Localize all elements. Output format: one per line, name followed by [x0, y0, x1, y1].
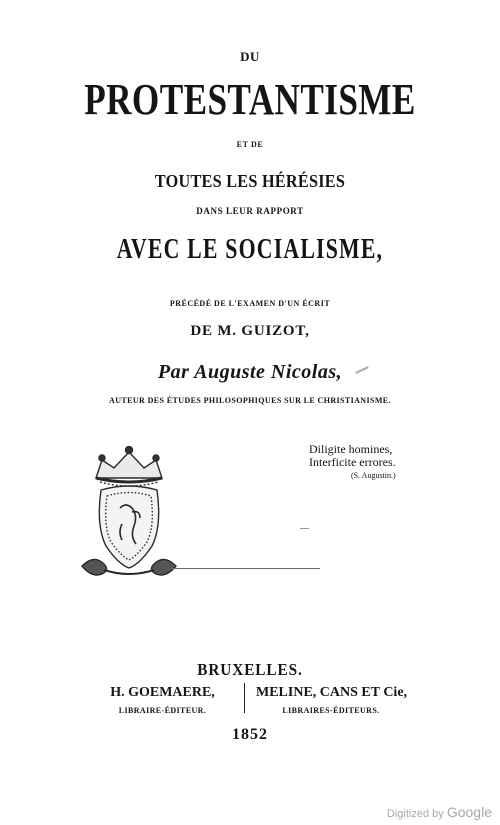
title-et-de: ET DE [236, 140, 264, 149]
publisher-right [256, 685, 406, 715]
epigraph-attribution: (S. Augustin.) [351, 471, 396, 480]
main-title: PROTESTANTISME [84, 75, 416, 124]
title-precede: PRÉCÉDÉ DE L'EXAMEN D'UN ÉCRIT [169, 299, 331, 308]
publisher-divider [244, 683, 245, 713]
author-description: AUTEUR DES ÉTUDES PHILOSOPHIQUES SUR LE CHRISTIANISME. [109, 396, 391, 405]
publisher-right-role: LIBRAIRES-ÉDITEURS. [282, 706, 380, 715]
subtitle: TOUTES LES HÉRÉSIES [154, 171, 346, 191]
publisher-left [90, 685, 235, 715]
epigraph [309, 443, 396, 482]
digitized-watermark [387, 804, 492, 820]
crowned-shield-emblem-icon [74, 446, 184, 581]
publication-year: 1852 [232, 726, 268, 743]
title-avec-le-socialisme: AVEC LE SOCIALISME, [116, 234, 384, 265]
epigraph-line-2: Interficite errores. [309, 455, 396, 469]
watermark-brand: Google [446, 804, 492, 820]
title-guizot: DE M. GUIZOT, [190, 323, 310, 339]
author-name: Par Auguste Nicolas, [157, 361, 343, 383]
publisher-left-role: LIBRAIRE-ÉDITEUR. [118, 706, 207, 715]
ink-mark [355, 366, 369, 374]
title-dans-leur-rapport: DANS LEUR RAPPORT [196, 206, 304, 216]
imprint-city: BRUXELLES. [197, 660, 303, 679]
publisher-left-name: H. GOEMAERE, [110, 685, 215, 700]
epigraph-line-1: Diligite homines, [309, 442, 393, 456]
ornament-dash [300, 528, 309, 529]
publisher-right-name: MELINE, CANS ET Cie, [256, 685, 408, 700]
emblem-rule [170, 568, 320, 569]
watermark-prefix: Digitized by [386, 808, 444, 820]
title-du: DU [240, 49, 260, 64]
